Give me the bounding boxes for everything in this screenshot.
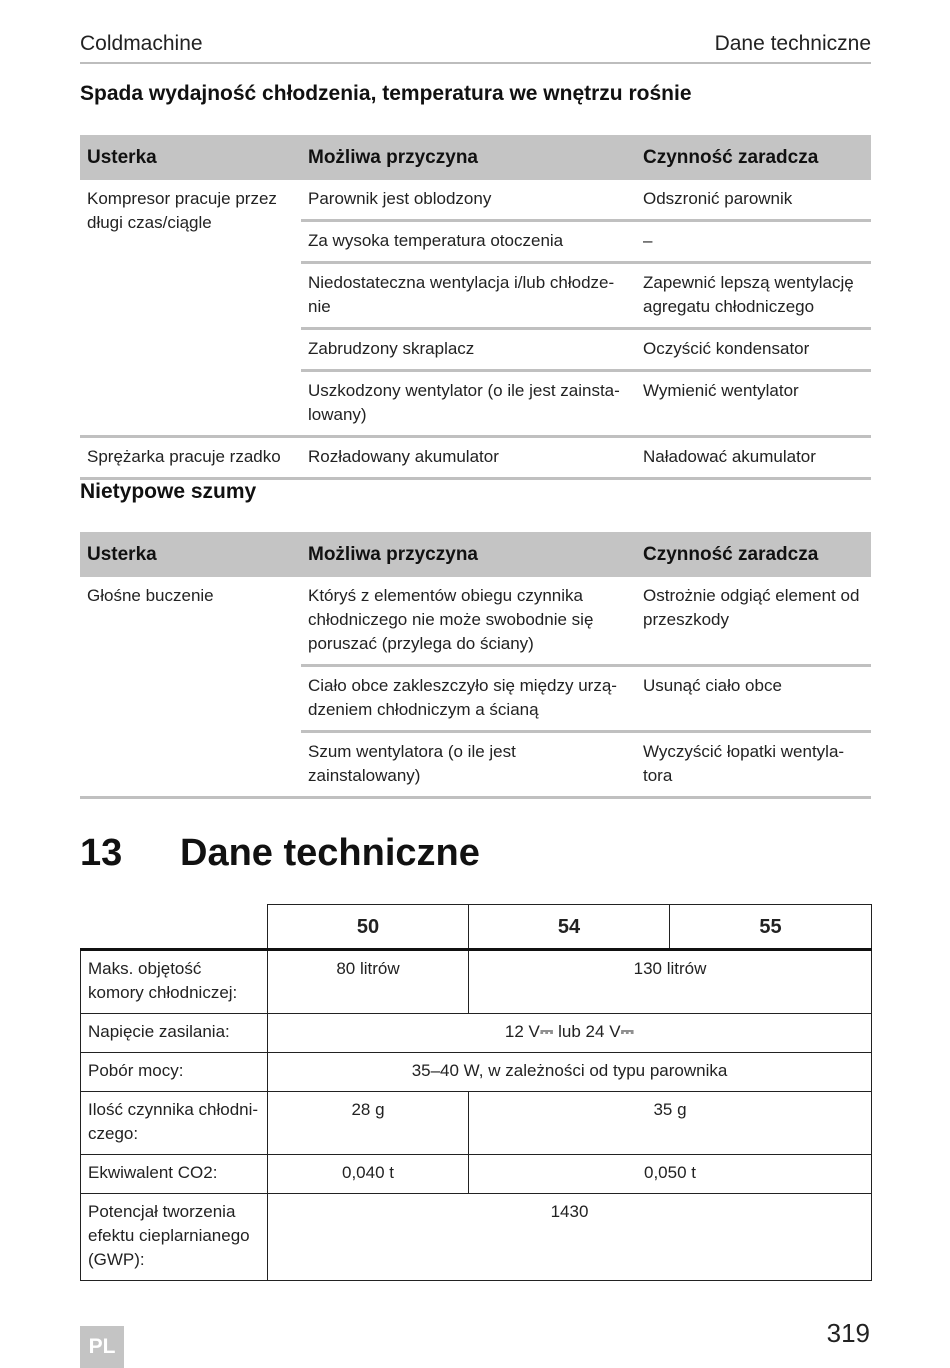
tech-header-blank (81, 905, 268, 950)
spec-value-voltage: 12 V⎓ lub 24 V⎓ (268, 1014, 872, 1053)
table-row (80, 437, 871, 479)
column-header-cause: Możliwa przyczyna (301, 532, 636, 577)
spec-label-voltage: Napięcie zasilania: (81, 1014, 268, 1053)
cause-cell: Szum wentylatora (o ile jest zainstalowany) (301, 732, 636, 798)
spec-label-refrigerant: Ilość czynnika chłodni-czego: (81, 1092, 268, 1155)
cause-cell: Zabrudzony skraplacz (301, 329, 636, 371)
cause-cell: Za wysoka temperatura otoczenia (301, 221, 636, 263)
spec-value-volume-54-55: 130 litrów (469, 950, 872, 1014)
spec-label-power: Pobór mocy: (81, 1053, 268, 1092)
spec-label-co2: Ekwiwalent CO2: (81, 1155, 268, 1194)
cause-cell: Uszkodzony wentylator (o ile jest zainsta-lowany) (301, 371, 636, 437)
table-row (81, 1014, 872, 1053)
spec-value-volume-50: 80 litrów (268, 950, 469, 1014)
table-row (80, 577, 871, 666)
column-header-fault: Usterka (80, 135, 301, 180)
model-header-55: 55 (670, 905, 872, 950)
table-row (81, 1092, 872, 1155)
spec-label-volume: Maks. objętość komory chłodniczej: (81, 950, 268, 1014)
chapter-number: 13 (80, 832, 123, 874)
table-header-row (80, 135, 871, 180)
remedy-cell: Zapewnić lepszą wentylację agregatu chłodniczego (636, 263, 871, 329)
spec-value-co2-54-55: 0,050 t (469, 1155, 872, 1194)
fault-cell: Sprężarka pracuje rzadko (80, 437, 301, 479)
remedy-cell: Wyczyścić łopatki wentyla-tora (636, 732, 871, 798)
spec-value-gwp: 1430 (268, 1194, 872, 1281)
remedy-cell: Naładować akumulator (636, 437, 871, 479)
header-section-name: Dane techniczne (714, 32, 871, 55)
page-number: 319 (826, 1318, 870, 1348)
section-title-noise: Nietypowe szumy (80, 480, 257, 503)
cause-cell: Niedostateczna wentylacja i/lub chłodze-nie (301, 263, 636, 329)
fault-cell: Kompresor pracuje przez długi czas/ciągle (80, 180, 301, 437)
section-title-cooling: Spada wydajność chłodzenia, temperatura we wnętrzu rośnie (80, 82, 692, 105)
remedy-cell: Oczyścić kondensator (636, 329, 871, 371)
page-header (80, 30, 871, 64)
cause-cell: Parownik jest oblodzony (301, 180, 636, 221)
spec-label-gwp: Potencjał tworzenia efektu cieplarnianego (GWP): (81, 1194, 268, 1281)
table-row (81, 1194, 872, 1281)
column-header-fault: Usterka (80, 532, 301, 577)
table-row (81, 1155, 872, 1194)
remedy-cell: Usunąć ciało obce (636, 666, 871, 732)
remedy-cell: Wymienić wentylator (636, 371, 871, 437)
column-header-remedy: Czynność zaradcza (636, 135, 871, 180)
tech-header-row (81, 905, 872, 950)
table-header-row (80, 532, 871, 577)
spec-value-power: 35–40 W, w zależności od typu parownika (268, 1053, 872, 1092)
fault-cell: Głośne buczenie (80, 577, 301, 798)
column-header-remedy: Czynność zaradcza (636, 532, 871, 577)
table-row (81, 1053, 872, 1092)
header-product-name: Coldmachine (80, 32, 203, 55)
cause-cell: Rozładowany akumulator (301, 437, 636, 479)
cause-cell: Ciało obce zakleszczyło się między urzą-dzeniem chłodniczym a ścianą (301, 666, 636, 732)
spec-value-refrigerant-50: 28 g (268, 1092, 469, 1155)
fault-table-noise (80, 532, 871, 799)
table-row (80, 180, 871, 221)
fault-table-cooling (80, 135, 871, 480)
column-header-cause: Możliwa przyczyna (301, 135, 636, 180)
remedy-cell: – (636, 221, 871, 263)
remedy-cell: Ostrożnie odgiąć element od przeszkody (636, 577, 871, 666)
cause-cell: Któryś z elementów obiegu czynnika chłodniczego nie może swobodnie się poruszać (przylega do ściany) (301, 577, 636, 666)
model-header-54: 54 (469, 905, 670, 950)
spec-value-refrigerant-54-55: 35 g (469, 1092, 872, 1155)
table-row (81, 950, 872, 1014)
spec-value-co2-50: 0,040 t (268, 1155, 469, 1194)
model-header-50: 50 (268, 905, 469, 950)
language-badge: PL (80, 1326, 124, 1368)
remedy-cell: Odszronić parownik (636, 180, 871, 221)
chapter-title: Dane techniczne (180, 832, 480, 874)
tech-data-table (80, 904, 872, 1281)
